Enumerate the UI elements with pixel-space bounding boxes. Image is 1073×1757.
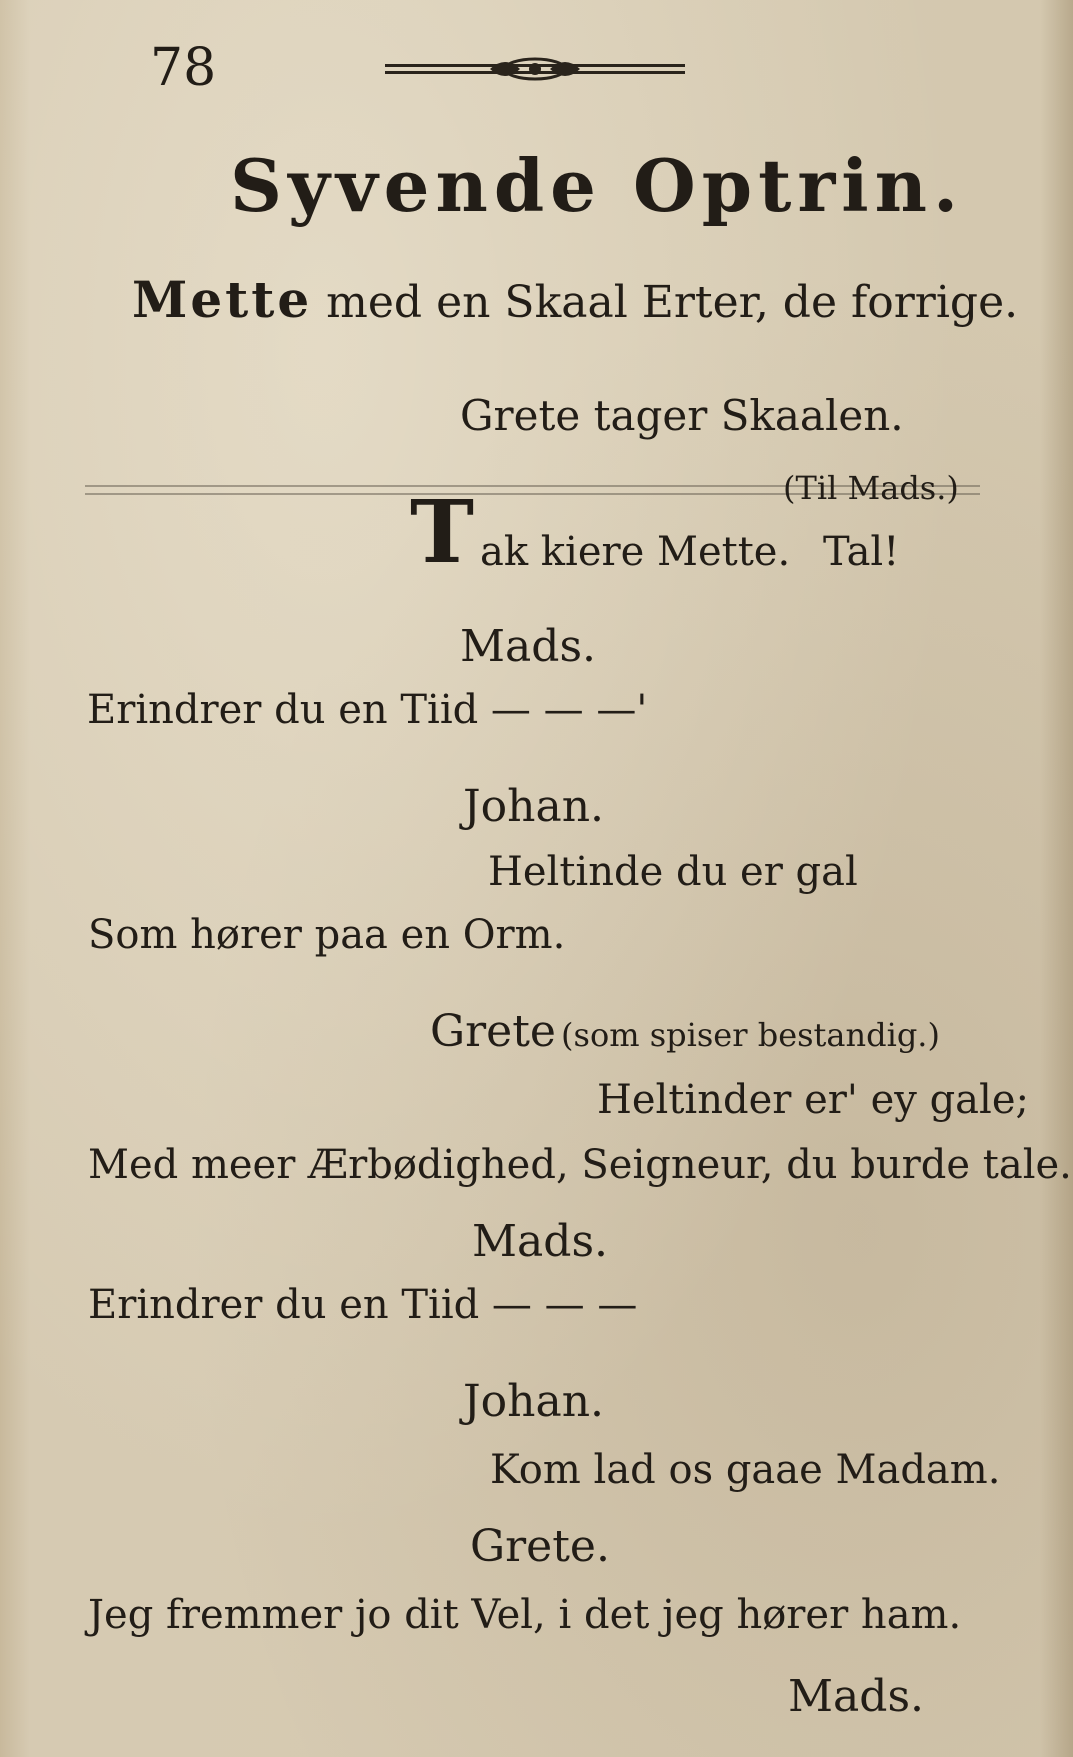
- ornament-divider-icon: [385, 52, 685, 86]
- catchword: Mads.: [788, 1671, 925, 1722]
- stage-direction: (som spiser bestandig.): [561, 1016, 940, 1054]
- verse-line: Tal!: [823, 529, 900, 575]
- verse-line: Heltinde du er gal: [488, 849, 858, 895]
- cast-description: med en Skaal Erter, de forrige.: [312, 277, 1019, 328]
- verse-line: ak kiere Mette.: [480, 529, 791, 575]
- cast-line: [132, 270, 1019, 329]
- verse-line: Erindrer du en Tiid — — —: [88, 1282, 638, 1328]
- verse-line: Heltinder er' ey gale;: [597, 1077, 1029, 1123]
- speaker-name: Johan.: [463, 1376, 605, 1427]
- speaker-line: [430, 1006, 940, 1057]
- cast-name: Mette: [132, 270, 313, 329]
- stage-direction: (Til Mads.): [783, 469, 959, 507]
- verse-line: Jeg fremmer jo dit Vel, i det jeg hører ham.: [88, 1592, 962, 1638]
- speaker-name: Mads.: [472, 1216, 609, 1267]
- verse-line: Kom lad os gaae Madam.: [490, 1447, 1001, 1493]
- verse-line: Erindrer du en Tiid — — —': [87, 687, 648, 733]
- stage-direction: Grete tager Skaalen.: [460, 391, 904, 440]
- speaker-name: Johan.: [463, 781, 605, 832]
- verse-line: Med meer Ærbødighed, Seigneur, du burde tale.: [88, 1142, 1072, 1188]
- speaker-name: Mads.: [460, 621, 597, 672]
- scene-title: Syvende Optrin.: [230, 143, 965, 228]
- drop-cap: T: [410, 482, 474, 583]
- page-number: 78: [150, 38, 217, 98]
- verse-line: Som hører paa en Orm.: [88, 912, 566, 958]
- speaker-name: Grete: [430, 1006, 556, 1057]
- speaker-name: Grete.: [470, 1521, 610, 1572]
